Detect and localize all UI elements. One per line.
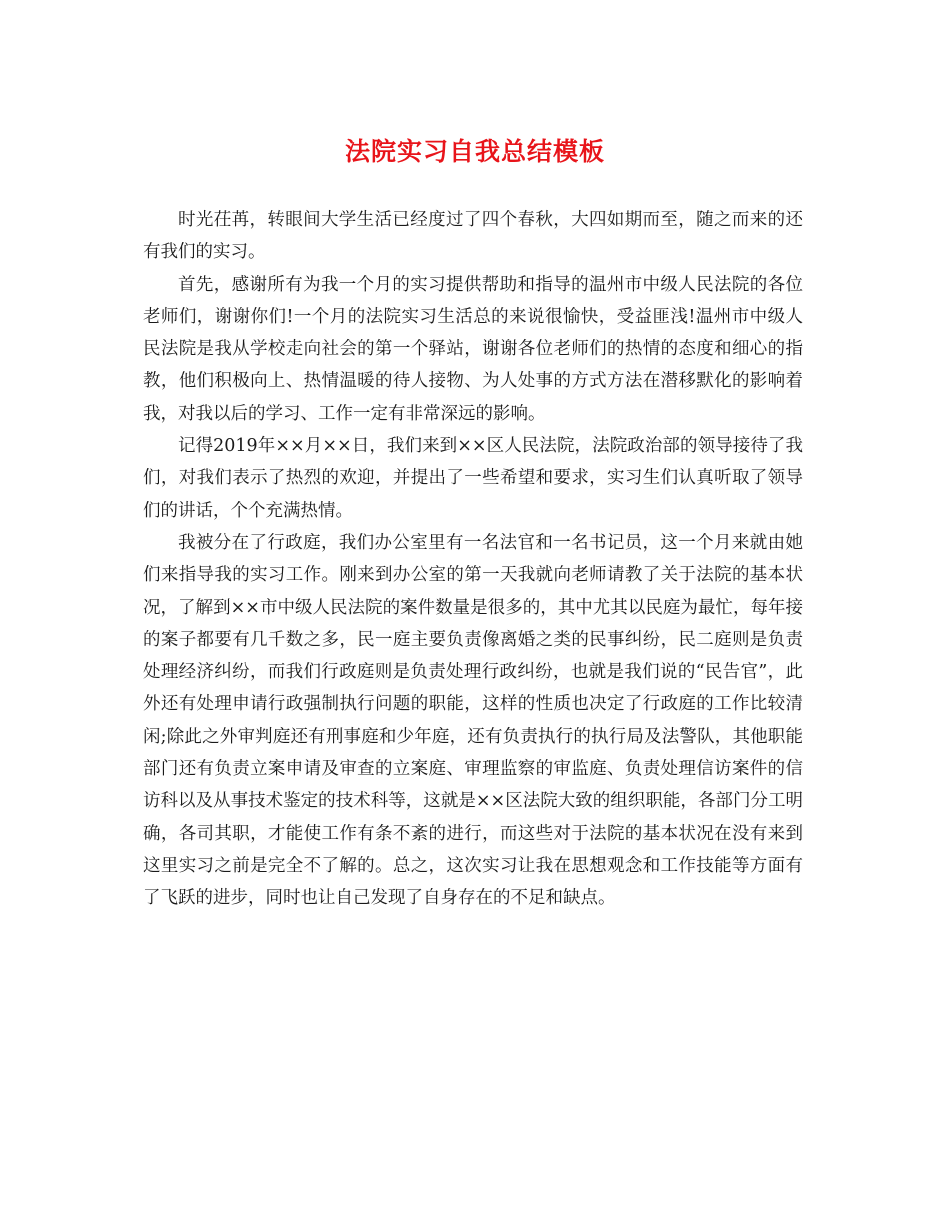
paragraph-assignment: 我被分在了行政庭，我们办公室里有一名法官和一名书记员，这一个月来就由她们来指导我的实习工作。刚来到办公室的第一天我就向老师请教了关于法院的基本状况，了解到××市中级人民法院的案件数量是很多的，其中尤其以民庭为最忙，每年接的案子都要有几千数之多，民一庭主要负责像离婚之类的民事纠纷，民二庭则是负责处理经济纠纷，而我们行政庭则是负责处理行政纠纷，也就是我们说的“民告官”，此外还有处理申请行政强制执行问题的职能，这样的性质也决定了行政庭的工作比较清闲;除此之外审判庭还有刑事庭和少年庭，还有负责执行的执行局及法警队，其他职能部门还有负责立案申请及审查的立案庭、审理监察的审监庭、负责处理信访案件的信访科以及从事技术鉴定的技术科等，这就是××区法院大致的组织职能，各部门分工明确，各司其职，才能使工作有条不紊的进行，而这些对于法院的基本状况在没有来到这里实习之前是完全不了解的。总之，这次实习让我在思想观念和工作技能等方面有了飞跃的进步，同时也让自己发现了自身存在的不足和缺点。 — [143, 532, 803, 909]
paragraph-arrival: 记得2019年××月××日，我们来到××区人民法院，法院政治部的领导接待了我们，对我们表示了热烈的欢迎，并提出了一些希望和要求，实习生们认真听取了领导们的讲话，个个充满热情。 — [143, 436, 803, 521]
document-body — [143, 204, 803, 915]
paragraph-thanks: 首先，感谢所有为我一个月的实习提供帮助和指导的温州市中级人民法院的各位老师们，谢谢你们!一个月的法院实习生活总的来说很愉快，受益匪浅!温州市中级人民法院是我从学校走向社会的第一个驿站，谢谢各位老师们的热情的态度和细心的指教，他们积极向上、热情温暖的待人接物、为人处事的方式方法在潜移默化的影响着我，对我以后的学习、工作一定有非常深远的影响。 — [143, 274, 803, 424]
document-title: 法院实习自我总结模板 — [344, 137, 605, 166]
paragraph-intro: 时光茌苒，转眼间大学生活已经度过了四个春秋，大四如期而至，随之而来的还有我们的实习。 — [143, 210, 803, 263]
